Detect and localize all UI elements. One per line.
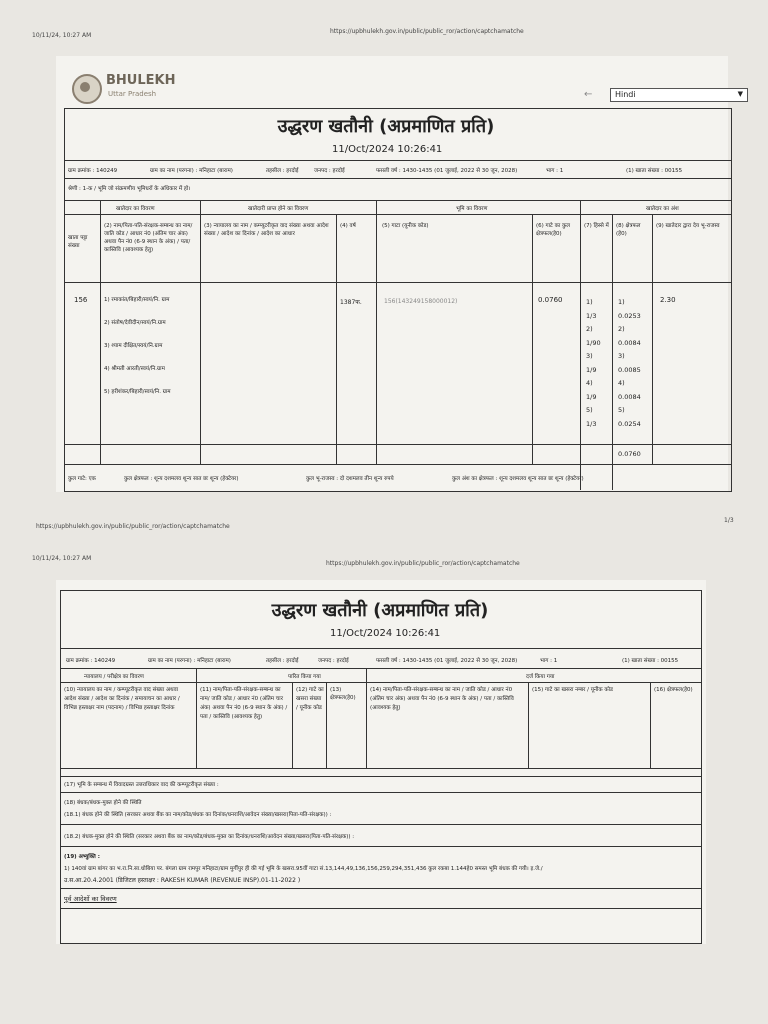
sheet1-village-code: ग्राम क्रमांक : 140249: [68, 168, 118, 174]
sheet1-khata: (1) खाता संख्या : 00155: [626, 168, 683, 174]
back-arrow-icon[interactable]: ←: [584, 89, 593, 100]
group-khatedar: खातेदार का विवरण: [116, 206, 155, 212]
sheet2-village-name: ग्राम का नाम (परगना) : मनिहाटा (बाराम): [148, 658, 231, 664]
sheet1-part: भाग : 1: [546, 168, 564, 174]
sheet2-district: जनपद : हरदोई: [318, 658, 349, 664]
sheet1-date: 11/Oct/2024 10:26:41: [332, 144, 443, 155]
row-owners: [104, 296, 198, 397]
emblem-icon: [72, 74, 102, 104]
section-18: (18) बंधक/बंधक-मुक्त होने की स्थिति: [64, 800, 142, 806]
section-18-1: (18.1) बंधक होने की स्थिति (सरकार अथवा बैंक का नाम/कोड/बंधक का दिनांक/धनराशि/आवेदन संख्या/खसरा(पिता-पति-संरक्षक)) :: [64, 812, 332, 818]
brand-name: BHULEKH: [106, 73, 176, 88]
previous-orders: पूर्व आदेशों का विवरण: [64, 895, 117, 903]
col-record-area: (16) क्षेत्रफल(हे0): [654, 687, 693, 693]
col-court-detail: (10) न्यायालय का नाम / कम्प्यूटरीकृत वाद संख्या अथवा आदेश संख्या / आदेश का दिनांक / समायाचन का आधार / विभिन्न हस्ताक्षर नाम (पदनाम) / विभिन्न हस्ताक्षर दिनांक: [64, 687, 180, 711]
owner-4: 4) श्रीमती आरती/स्वयं/नि.ग्राम: [104, 366, 165, 372]
sheet1-category: श्रेणी : 1-क / भूमि जो संक्रमणीय भूमिधरों के अधिकार में हो।: [68, 186, 191, 192]
share-3: 1/9: [586, 365, 597, 374]
group-share: खातेदार का अंश: [646, 206, 679, 212]
share-1-idx: 1): [586, 298, 593, 306]
print-timestamp-2: 10/11/24, 10:27 AM: [32, 555, 92, 562]
row-revenue: 2.30: [660, 296, 676, 304]
share-4: 1/9: [586, 392, 597, 401]
record-sheet-2: [56, 580, 706, 944]
sheet2-part: भाग : 1: [540, 658, 558, 664]
footer-share-area: कुल अंश का क्षेत्रफल : शून्य दशमलव शून्य सात छः शून्य (हेक्टेयर): [452, 476, 584, 482]
share-2: 1/90: [586, 338, 601, 347]
remark-line-2: उ.स.आ.20.4.2001 (डिजिटल हस्ताक्षर : RAKESH KUMAR (REVENUE INSP).01-11-2022 ): [64, 877, 301, 884]
language-select[interactable]: [610, 88, 748, 102]
area-1: 0.0253: [618, 311, 641, 320]
row-khata: 156: [74, 296, 88, 304]
row-year: 1387फ.: [340, 299, 362, 306]
section-19: (19) अभ्युक्ति :: [64, 854, 100, 860]
sheet2-date: 11/Oct/2024 10:26:41: [330, 628, 441, 639]
area-2-idx: 2): [618, 325, 625, 333]
sheet1-tehsil: तहसील : हरदोई: [266, 168, 299, 174]
sheet1-district: जनपद : हरदोई: [314, 168, 345, 174]
owner-2: 2) संतोष/देवीदीन/स्वयं/नि.ग्राम: [104, 320, 166, 326]
sheet1-fasli: फसली वर्ष : 1430-1435 (01 जुलाई, 2022 से 30 जून, 2028): [376, 168, 518, 174]
sheet2-frame: [60, 590, 702, 944]
col-new-owner: (11) नाम/पिता-पति-संरक्षक-सम्बन्ध का नाम/ जाति कोड / आधार नं0 (अंतिम चार अंक) अथवा पैन नं0 (6-9 स्थान के अंक) / पता / कास्तिवि (आवश्यक हेतु): [200, 687, 288, 720]
sheet2-village-code: ग्राम क्रमांक : 140249: [66, 658, 116, 664]
sheet2-title: उद्धरण खतौनी (अप्रमाणित प्रति): [271, 600, 489, 621]
area-2: 0.0084: [618, 338, 641, 347]
row-areas: [618, 296, 650, 431]
sheet2-tehsil: तहसील : हरदोई: [266, 658, 299, 664]
share-3-idx: 3): [586, 352, 593, 360]
row-total-area: 0.0760: [538, 296, 563, 304]
footer-total-area: कुल क्षेत्रफल : शून्य दशमलव शून्य सात छः शून्य (हेक्टेयर): [124, 476, 239, 482]
group-record: दर्ज किया गया: [526, 674, 555, 680]
col-new-gata: (12) गाटे का खसरा संख्या / यूनीक कोड: [296, 687, 324, 711]
share-2-idx: 2): [586, 325, 593, 333]
area-5-idx: 5): [618, 406, 625, 414]
print-page-number: 1/3: [724, 517, 734, 524]
sheet2-fasli: फसली वर्ष : 1430-1435 (01 जुलाई, 2022 से 30 जून, 2028): [376, 658, 518, 664]
print-url-2[interactable]: https://upbhulekh.gov.in/public/public_ror/action/captchamatche: [326, 560, 520, 567]
share-4-idx: 4): [586, 379, 593, 387]
col-record-owner: (14) नाम/पिता-पति-संरक्षक-सम्बन्ध का नाम / जाति कोड / आधार नं0 (अंतिम चार अंक) अथवा पैन नं0 (6-9 स्थान के अंक) / पता / कास्तिवि (आवश्यक हेतु): [370, 687, 514, 711]
col-court: (3) न्यायालय का नाम / कम्प्यूटरीकृत वाद संख्या अथवा आदेश संख्या / आदेश का दिनांक / आदेश का आधार: [204, 223, 329, 237]
record-sheet-1: [56, 56, 743, 492]
print-timestamp: 10/11/24, 10:27 AM: [32, 32, 92, 39]
remark-line-1: 1) 140वां ग्राम बांगर का भ.रा.नि.सा.धोबिया पर. बंगला ग्राम रामपुर मनिहाटा/ग्राम मुर्गीपुर ही की गई भूमि के खसरा.95वीं गाटा सं.13,144,49,136,156,259,294,351,436 कुल रकबा 1.144हे0 समस्त भूमि बंधक की गयी। इ.जे./: [64, 866, 543, 872]
col-owner: (2) नाम/पिता-पति-संरक्षक-सम्बन्ध का नाम/ जाति कोड / आधार नं0 (अंतिम चार अंक) अथवा पैन नं0 (6-9 स्थान के अंक) / पता/ कास्तिवि (आवश्यक हेतु): [104, 223, 193, 253]
share-5: 1/3: [586, 419, 597, 428]
area-5: 0.0254: [618, 419, 641, 428]
print-url[interactable]: https://upbhulekh.gov.in/public/public_ror/action/captchamatche: [330, 28, 524, 35]
owner-1: 1) रमाकांत/बिहारी/स्वयं/नि. ग्राम: [104, 297, 170, 303]
print-footer-url[interactable]: https://upbhulekh.gov.in/public/public_ror/action/captchamatche: [36, 523, 230, 530]
row-shares: [586, 296, 610, 431]
share-5-idx: 5): [586, 406, 593, 414]
col-year: (4) वर्ष: [340, 223, 356, 229]
col-revenue: (9) खातेदार द्वारा देय भू-राजस्व: [656, 223, 720, 229]
group-court: न्यायालय / परीक्षेत्र का विवरण: [84, 674, 144, 680]
col-total-area: (6) गाटे का कुल क्षेत्रफल(हे0): [536, 223, 570, 237]
row-sum: 0.0760: [618, 450, 641, 458]
col-area: (8) क्षेत्रफल (हे0): [616, 223, 641, 237]
sheet2-khata: (1) खाता संख्या : 00155: [622, 658, 679, 664]
col-share: (7) हिस्से में: [584, 223, 609, 229]
footer-revenue: कुल भू-राजस्व : दो दशमलव तीन शून्य रुपये: [306, 476, 394, 482]
col-gata: (5) गाटा (यूनीक कोड): [382, 223, 429, 229]
area-1-idx: 1): [618, 298, 625, 306]
row-gata: 156(143249158000012): [384, 298, 458, 305]
brand-region: Uttar Pradesh: [108, 90, 157, 98]
footer-gata-count: कुल गाटे: एक: [68, 476, 96, 482]
group-transfer: पारित किया गया: [288, 674, 321, 680]
area-4: 0.0084: [618, 392, 641, 401]
col-record-gata: (15) गाटे का खसरा नम्बर / यूनीक कोड: [532, 687, 613, 693]
col-khata: खाता पट्टा संख्या: [68, 235, 88, 249]
section-17: (17) भूमि के सम्बन्ध में विवादग्रस्त उत्तराधिकार वाद की कम्प्यूटरीकृत संख्या :: [64, 782, 219, 788]
language-selected: Hindi: [615, 90, 636, 99]
col-new-area: (13) क्षेत्रफल(हे0): [330, 687, 356, 701]
group-land: भूमि का विवरण: [456, 206, 488, 212]
area-4-idx: 4): [618, 379, 625, 387]
owner-3: 3) श्याम दीक्षित/स्वयं/नि.ग्राम: [104, 343, 163, 349]
group-basis: खातेदारी प्राप्त होने का विवरण: [248, 206, 309, 212]
sheet1-village-name: ग्राम का नाम (परगना) : मनिहाटा (बाराम): [150, 168, 233, 174]
chevron-down-icon: ▼: [737, 90, 743, 98]
share-1: 1/3: [586, 311, 597, 320]
owner-5: 5) हरीशंकर/बिहारी/स्वयं/नि. ग्राम: [104, 389, 171, 395]
sheet1-title: उद्धरण खतौनी (अप्रमाणित प्रति): [277, 116, 495, 137]
area-3-idx: 3): [618, 352, 625, 360]
area-3: 0.0085: [618, 365, 641, 374]
section-18-2: (18.2) बंधक-मुक्त होने की स्थिति (सरकार अथवा बैंक का नाम/कोड/बंधक-मुक्त का दिनांक/धनराशि/आवेदन संख्या/खसरा(पिता-पति-संरक्षक)) :: [64, 834, 355, 840]
